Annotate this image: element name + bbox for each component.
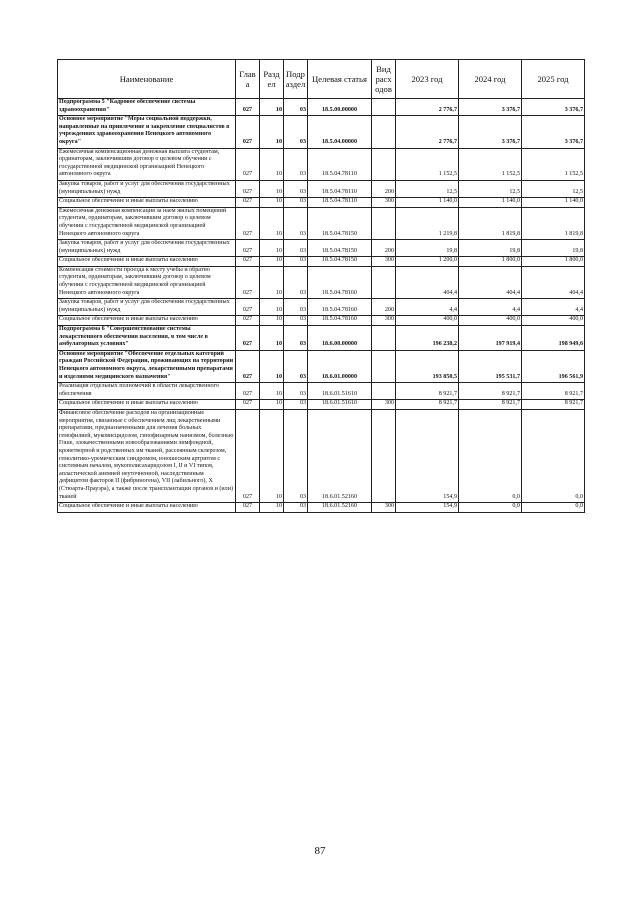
cell-2024: 8 921,7 xyxy=(459,400,522,410)
cell-2025: 3 376,7 xyxy=(522,99,585,116)
cell-glava: 027 xyxy=(236,316,260,326)
cell-name: Основное мероприятие "Меры социальной поддержки, направленные на привлечение и закрепление специалистов в учреждениях здравоохранения Ненецкого автономного округа" xyxy=(58,116,236,148)
cell-2023: 19,8 xyxy=(396,240,459,257)
cell-glava: 027 xyxy=(236,198,260,208)
cell-razdel: 10 xyxy=(260,198,284,208)
cell-2025: 4,4 xyxy=(522,299,585,316)
table-row xyxy=(58,350,585,382)
cell-podrazdel: 03 xyxy=(284,180,308,197)
cell-podrazdel: 03 xyxy=(284,503,308,513)
budget-table xyxy=(57,59,585,513)
table-row xyxy=(58,503,585,513)
cell-2024: 4,4 xyxy=(459,299,522,316)
cell-vid xyxy=(372,409,396,502)
cell-podrazdel: 03 xyxy=(284,400,308,410)
cell-2024: 12,5 xyxy=(459,180,522,197)
cell-2025: 1 819,8 xyxy=(522,207,585,239)
table-row xyxy=(58,99,585,116)
cell-2023: 404,4 xyxy=(396,266,459,298)
cell-podrazdel: 03 xyxy=(284,326,308,351)
cell-2023: 193 850,5 xyxy=(396,350,459,382)
cell-razdel: 10 xyxy=(260,350,284,382)
cell-razdel: 10 xyxy=(260,400,284,410)
cell-2023: 4,4 xyxy=(396,299,459,316)
table-row xyxy=(58,299,585,316)
cell-2025: 1 800,0 xyxy=(522,257,585,267)
cell-2023: 154,9 xyxy=(396,503,459,513)
cell-podrazdel: 03 xyxy=(284,148,308,180)
cell-podrazdel: 03 xyxy=(284,207,308,239)
cell-vid xyxy=(372,116,396,148)
cell-podrazdel: 03 xyxy=(284,198,308,208)
cell-2025: 196 561,9 xyxy=(522,350,585,382)
header-glava: Глав а xyxy=(236,60,260,99)
cell-2024: 1 800,0 xyxy=(459,257,522,267)
cell-razdel: 10 xyxy=(260,409,284,502)
cell-razdel: 10 xyxy=(260,503,284,513)
cell-2024: 197 919,4 xyxy=(459,326,522,351)
cell-vid xyxy=(372,266,396,298)
cell-statya: 18.6.01.52160 xyxy=(308,503,372,513)
cell-name: Социальное обеспечение и иные выплаты населению xyxy=(58,198,236,208)
table-row xyxy=(58,207,585,239)
cell-vid: 300 xyxy=(372,257,396,267)
cell-statya: 18.6.00.00000 xyxy=(308,326,372,351)
header-2023: 2023 год xyxy=(396,60,459,99)
cell-2024: 1 140,0 xyxy=(459,198,522,208)
table-row xyxy=(58,148,585,180)
cell-statya: 18.5.04.78160 xyxy=(308,299,372,316)
header-2024: 2024 год xyxy=(459,60,522,99)
cell-2025: 8 921,7 xyxy=(522,383,585,400)
cell-statya: 18.5.04.78160 xyxy=(308,266,372,298)
cell-podrazdel: 03 xyxy=(284,257,308,267)
cell-2024: 404,4 xyxy=(459,266,522,298)
cell-razdel: 10 xyxy=(260,257,284,267)
cell-name: Ежемесячная компенсационная денежная выплата студентам, ординаторам, заключившим договор о целевом обучении с государственной медицинской организацией Ненецкого автономного округа xyxy=(58,148,236,180)
table-row xyxy=(58,180,585,197)
cell-vid: 300 xyxy=(372,400,396,410)
table-row xyxy=(58,409,585,502)
cell-name: Подпрограмма 5 "Кадровое обеспечение системы здравоохранения" xyxy=(58,99,236,116)
cell-2023: 2 776,7 xyxy=(396,116,459,148)
cell-2025: 19,8 xyxy=(522,240,585,257)
cell-2024: 0,0 xyxy=(459,503,522,513)
cell-2023: 2 776,7 xyxy=(396,99,459,116)
cell-statya: 18.5.04.78150 xyxy=(308,240,372,257)
header-vid: Вид расх одов xyxy=(372,60,396,99)
cell-glava: 027 xyxy=(236,257,260,267)
cell-podrazdel: 03 xyxy=(284,266,308,298)
cell-2025: 404,4 xyxy=(522,266,585,298)
cell-2023: 154,9 xyxy=(396,409,459,502)
cell-2025: 1 140,0 xyxy=(522,198,585,208)
cell-statya: 18.5.04.00000 xyxy=(308,116,372,148)
cell-name: Финансовое обеспечение расходов на организационные мероприятия, связанные с обеспечением лиц лекарственными препаратами, предназначенными для лечения больных гемофилией, муковисцидозом, гипофизарным нанизмом, болезнью Гоше, злокачественными новообразованиями лимфоидной, кроветворной и родственных им тканей, рассеянным склерозом, гемолитико-уремическим синдромом, юношеским артритом с системным началом, мукополисахаридозом I, II и VI типов, апластической анемией неуточненной, наследственным дефицитом факторов II (фибриногена), VII (лабильного), X (Стюарта-Прауэра), а также после трансплантации органов и (или) тканей xyxy=(58,409,236,502)
cell-2025: 12,5 xyxy=(522,180,585,197)
cell-razdel: 10 xyxy=(260,99,284,116)
cell-2024: 8 921,7 xyxy=(459,383,522,400)
cell-statya: 18.5.00.00000 xyxy=(308,99,372,116)
cell-2023: 1 200,0 xyxy=(396,257,459,267)
cell-glava: 027 xyxy=(236,116,260,148)
cell-2023: 1 140,0 xyxy=(396,198,459,208)
table-row xyxy=(58,240,585,257)
cell-glava: 027 xyxy=(236,326,260,351)
cell-2023: 400,0 xyxy=(396,316,459,326)
cell-razdel: 10 xyxy=(260,316,284,326)
table-row xyxy=(58,400,585,410)
header-name: Наименование xyxy=(58,60,236,99)
cell-name: Социальное обеспечение и иные выплаты населению xyxy=(58,257,236,267)
table-row xyxy=(58,266,585,298)
cell-podrazdel: 03 xyxy=(284,116,308,148)
cell-podrazdel: 03 xyxy=(284,383,308,400)
cell-statya: 18.5.04.78110 xyxy=(308,180,372,197)
cell-vid xyxy=(372,350,396,382)
cell-statya: 18.5.04.78110 xyxy=(308,198,372,208)
cell-vid xyxy=(372,99,396,116)
cell-razdel: 10 xyxy=(260,240,284,257)
cell-name: Подпрограмма 6 "Совершенствование системы лекарственного обеспечения населения, в том числе в амбулаторных условиях" xyxy=(58,326,236,351)
cell-glava: 027 xyxy=(236,299,260,316)
cell-name: Основное мероприятие "Обеспечение отдельных категорий граждан Российской Федерации, проживающих на территории Ненецкого автономного округа, лекарственными препаратами и изделиями медицинского назначения" xyxy=(58,350,236,382)
cell-name: Закупка товаров, работ и услуг для обеспечения государственных (муниципальных) нужд xyxy=(58,299,236,316)
cell-2023: 196 238,2 xyxy=(396,326,459,351)
cell-2025: 198 949,6 xyxy=(522,326,585,351)
table-row xyxy=(58,198,585,208)
table-row xyxy=(58,316,585,326)
cell-razdel: 10 xyxy=(260,383,284,400)
header-statya: Целевая статья xyxy=(308,60,372,99)
cell-2024: 3 376,7 xyxy=(459,99,522,116)
cell-2024: 1 152,5 xyxy=(459,148,522,180)
cell-2023: 1 152,5 xyxy=(396,148,459,180)
table-row xyxy=(58,326,585,351)
cell-podrazdel: 03 xyxy=(284,316,308,326)
cell-statya: 18.5.04.78110 xyxy=(308,148,372,180)
table-row xyxy=(58,257,585,267)
cell-vid xyxy=(372,207,396,239)
cell-vid: 200 xyxy=(372,299,396,316)
cell-glava: 027 xyxy=(236,350,260,382)
cell-statya: 18.6.01.51610 xyxy=(308,400,372,410)
cell-2025: 1 152,5 xyxy=(522,148,585,180)
cell-glava: 027 xyxy=(236,99,260,116)
cell-2025: 400,0 xyxy=(522,316,585,326)
cell-vid: 300 xyxy=(372,198,396,208)
cell-2025: 3 376,7 xyxy=(522,116,585,148)
cell-podrazdel: 03 xyxy=(284,409,308,502)
cell-glava: 027 xyxy=(236,266,260,298)
cell-razdel: 10 xyxy=(260,207,284,239)
cell-glava: 027 xyxy=(236,383,260,400)
cell-podrazdel: 03 xyxy=(284,350,308,382)
cell-vid xyxy=(372,326,396,351)
cell-podrazdel: 03 xyxy=(284,299,308,316)
cell-2024: 19,8 xyxy=(459,240,522,257)
cell-vid: 200 xyxy=(372,240,396,257)
cell-statya: 18.6.01.51610 xyxy=(308,383,372,400)
cell-vid xyxy=(372,148,396,180)
cell-2024: 3 376,7 xyxy=(459,116,522,148)
cell-2025: 8 921,7 xyxy=(522,400,585,410)
cell-name: Компенсация стоимости проезда к месту учебы и обратно студентам, ординаторам, заключившим договор о целевом обучении с государственной медицинской организацией Ненецкого автономного округа xyxy=(58,266,236,298)
cell-statya: 18.5.04.78160 xyxy=(308,316,372,326)
cell-2024: 0,0 xyxy=(459,409,522,502)
cell-razdel: 10 xyxy=(260,299,284,316)
cell-2024: 1 819,8 xyxy=(459,207,522,239)
cell-vid: 300 xyxy=(372,503,396,513)
header-razdel: Разд ел xyxy=(260,60,284,99)
cell-vid: 200 xyxy=(372,180,396,197)
header-row xyxy=(58,60,585,99)
cell-2023: 1 219,8 xyxy=(396,207,459,239)
cell-statya: 18.5.04.78150 xyxy=(308,257,372,267)
page-number: 87 xyxy=(314,845,326,857)
cell-name: Закупка товаров, работ и услуг для обеспечения государственных (муниципальных) нужд xyxy=(58,240,236,257)
cell-glava: 027 xyxy=(236,400,260,410)
cell-statya: 18.6.01.52160 xyxy=(308,409,372,502)
cell-razdel: 10 xyxy=(260,148,284,180)
header-2025: 2025 год xyxy=(522,60,585,99)
cell-podrazdel: 03 xyxy=(284,99,308,116)
cell-name: Социальное обеспечение и иные выплаты населению xyxy=(58,503,236,513)
cell-razdel: 10 xyxy=(260,266,284,298)
cell-2025: 0,0 xyxy=(522,503,585,513)
cell-razdel: 10 xyxy=(260,326,284,351)
header-podrazdel: Подр аздел xyxy=(284,60,308,99)
cell-glava: 027 xyxy=(236,207,260,239)
cell-2023: 8 921,7 xyxy=(396,383,459,400)
cell-name: Социальное обеспечение и иные выплаты населению xyxy=(58,400,236,410)
cell-name: Социальное обеспечение и иные выплаты населению xyxy=(58,316,236,326)
cell-2024: 195 531,7 xyxy=(459,350,522,382)
cell-vid xyxy=(372,383,396,400)
cell-glava: 027 xyxy=(236,409,260,502)
table-row xyxy=(58,116,585,148)
cell-2025: 0,0 xyxy=(522,409,585,502)
cell-name: Реализация отдельных полномочий в области лекарственного обеспечения xyxy=(58,383,236,400)
cell-2023: 12,5 xyxy=(396,180,459,197)
cell-glava: 027 xyxy=(236,503,260,513)
cell-razdel: 10 xyxy=(260,116,284,148)
cell-2024: 400,0 xyxy=(459,316,522,326)
cell-statya: 18.6.01.00000 xyxy=(308,350,372,382)
table-row xyxy=(58,383,585,400)
cell-name: Ежемесячная денежная компенсация за наем жилых помещений студентам, ординаторам, заключившим договор о целевом обучении с государственной медицинской организацией Ненецкого автономного округа xyxy=(58,207,236,239)
cell-razdel: 10 xyxy=(260,180,284,197)
cell-2023: 8 921,7 xyxy=(396,400,459,410)
cell-vid: 300 xyxy=(372,316,396,326)
cell-statya: 18.5.04.78150 xyxy=(308,207,372,239)
cell-glava: 027 xyxy=(236,148,260,180)
cell-glava: 027 xyxy=(236,240,260,257)
cell-podrazdel: 03 xyxy=(284,240,308,257)
cell-name: Закупка товаров, работ и услуг для обеспечения государственных (муниципальных) нужд xyxy=(58,180,236,197)
cell-glava: 027 xyxy=(236,180,260,197)
